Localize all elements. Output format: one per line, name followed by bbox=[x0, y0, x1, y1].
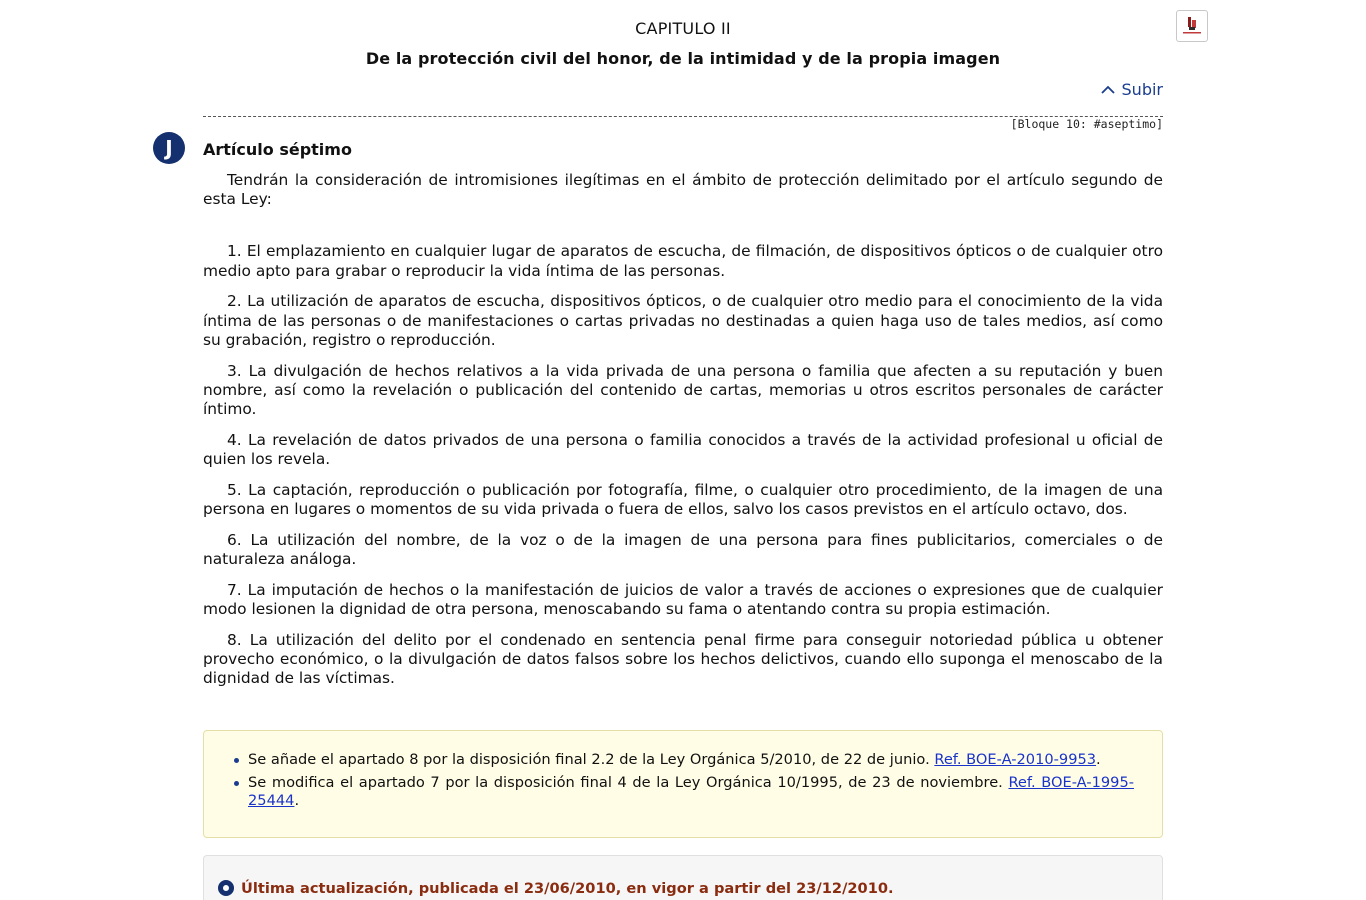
radio-bullet-icon bbox=[218, 880, 234, 896]
note-suffix: . bbox=[1096, 751, 1101, 768]
article-item: 1. El emplazamiento en cualquier lugar de aparatos de escucha, de filmación, de dispositivos ópticos o de cualquier otro medio apto para grabar o reproducir la vida íntima de las personas. bbox=[203, 242, 1163, 280]
article-intro: Tendrán la consideración de intromisiones ilegítimas en el ámbito de protección delimitado por el artículo segundo de esta Ley: bbox=[203, 171, 1163, 209]
article-item: 4. La revelación de datos privados de una persona o familia conocidos a través de la actividad profesional u oficial de quien los revela. bbox=[203, 430, 1163, 469]
boe-reference-link[interactable]: Ref. BOE-A-2010-9953 bbox=[934, 751, 1097, 768]
article-item: 5. La captación, reproducción o publicación por fotografía, filme, o cualquier otro procedimiento, de la imagen de una persona en lugares o momentos de su vida privada o fuera de ellos, salvo los casos previstos en el artículo octavo, dos. bbox=[203, 480, 1163, 519]
update-text: Última actualización, publicada el 23/06/2010, en vigor a partir del 23/12/2010. bbox=[241, 880, 894, 897]
note-text: Se modifica el apartado 7 por la disposición final 4 de la Ley Orgánica 10/1995, de 23 de noviembre. bbox=[248, 774, 1009, 792]
article-body bbox=[203, 171, 1163, 700]
bloque-label: [Bloque 10: #aseptimo] bbox=[1010, 117, 1163, 131]
article-item: 8. La utilización del delito por el condenado en sentencia penal firme para conseguir notoriedad pública u obtener provecho económico, o la divulgación de datos falsos sobre los hechos delictivos, cuando ello suponga el menoscabo de la dignidad de las víctimas. bbox=[203, 630, 1163, 688]
note-text: Se añade el apartado 8 por la disposición final 2.2 de la Ley Orgánica 5/2010, de 22 de junio. bbox=[248, 751, 935, 768]
subir-label: Subir bbox=[1121, 80, 1163, 99]
boe-reference-link[interactable]: Ref. BOE-A-1995-25444 bbox=[248, 774, 1135, 809]
main-content bbox=[203, 0, 1163, 897]
modification-notes bbox=[203, 730, 1163, 838]
note-item bbox=[248, 774, 1134, 809]
chevron-up-icon bbox=[1100, 82, 1116, 98]
logo-glyph bbox=[1177, 11, 1207, 41]
update-panel bbox=[203, 855, 1163, 900]
chapter-title: CAPITULO II bbox=[635, 19, 731, 38]
article-title: Artículo séptimo bbox=[203, 140, 352, 159]
article-item: 3. La divulgación de hechos relativos a la vida privada de una persona o familia que afecten a su reputación y buen nombre, así como la revelación o publicación del contenido de cartas, memorias u otros escritos personales de carácter íntimo. bbox=[203, 361, 1163, 419]
article-item: 7. La imputación de hechos o la manifestación de juicios de valor a través de acciones o expresiones que de cualquier modo lesionen la dignidad de otra persona, menoscabando su fama o atentando contra su propia estimación. bbox=[203, 580, 1163, 619]
subir-link[interactable] bbox=[1100, 80, 1163, 99]
article-item: 2. La utilización de aparatos de escucha, dispositivos ópticos, o de cualquier otro medio para el conocimiento de la vida íntima de las personas o de manifestaciones o cartas privadas no destinadas a quien haga uso de tales medios, así como su grabación, registro o reproducción. bbox=[203, 292, 1163, 349]
article-item: 6. La utilización del nombre, de la voz o de la imagen de una persona para fines publicitarios, comerciales o de naturaleza análoga. bbox=[203, 530, 1163, 569]
logo-icon[interactable] bbox=[1176, 10, 1208, 42]
article-badge-icon: J bbox=[153, 132, 185, 164]
chapter-subtitle: De la protección civil del honor, de la intimidad y de la propia imagen bbox=[365, 49, 1001, 68]
note-suffix: . bbox=[294, 791, 300, 809]
note-item bbox=[248, 751, 1134, 768]
